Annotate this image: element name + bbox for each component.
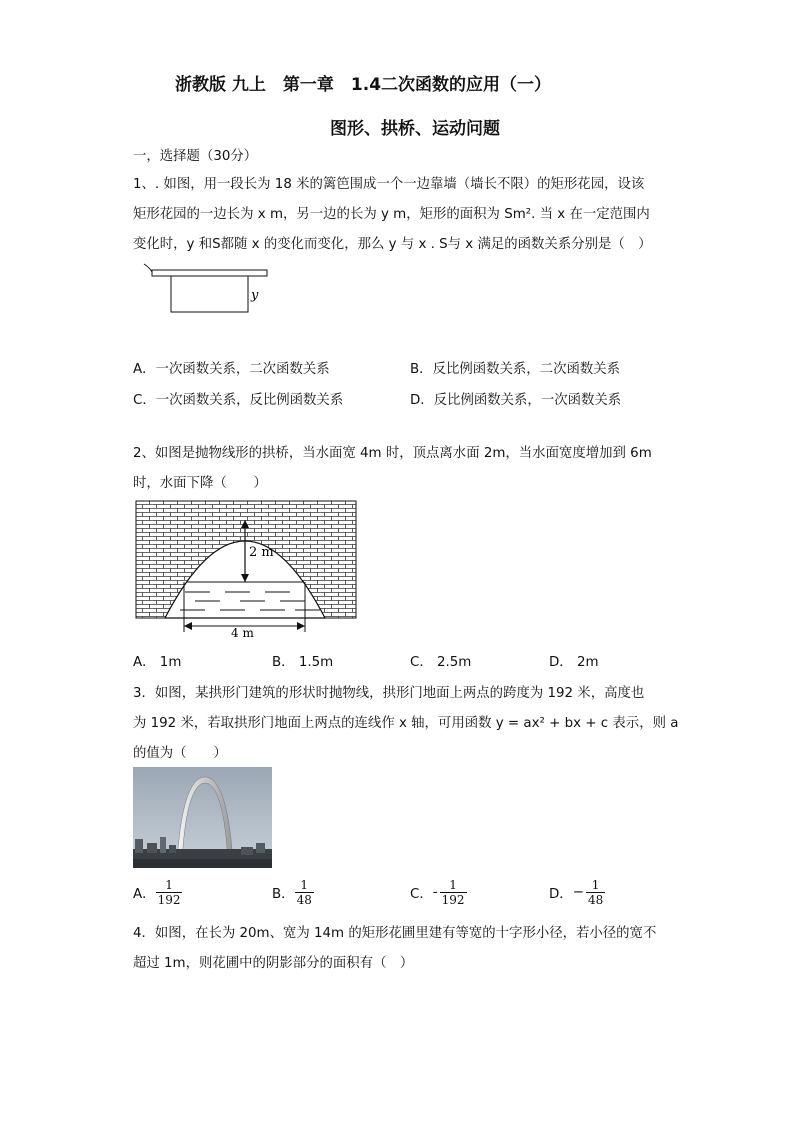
q2-option-d[interactable]: D． 2m (549, 655, 599, 670)
q2-option-a[interactable]: A． 1m (133, 655, 182, 670)
q1-option-c[interactable]: C．一次函数关系，反比例函数关系 (133, 393, 344, 408)
q1-text-line1: 1、. 如图，用一段长为 18 米的篱笆围成一个一边靠墙（墙长不限）的矩形花园，设该 (133, 177, 645, 192)
q4-text-line2: 超过 1m，则花圃中的阴影部分的面积有（ ） (133, 956, 414, 971)
q3-option-a[interactable]: A． $\frac{1}{192}$ (133, 877, 181, 907)
q1-text-line3: 变化时，y 和S都随 x 的变化而变化，那么 y 与 x . S与 x 满足的函数关系分别是（ ） (133, 237, 652, 252)
q1-text-line2: 矩形花园的一边长为 x m，另一边的长为 y m，矩形的面积为 Sm². 当 x 在一定范围内 (133, 207, 650, 222)
section-heading: 一，选择题（30分） (133, 149, 258, 164)
q2-option-b[interactable]: B． 1.5m (272, 655, 334, 670)
q3-text-line1: 3．如图，某拱形门建筑的形状时抛物线，拱形门地面上两点的跨度为 192 米，高度也 (133, 686, 645, 701)
q4-text-line1: 4．如图，在长为 20m、宽为 14m 的矩形花圃里建有等宽的十字形小径，若小径的宽不 (133, 926, 657, 941)
q2-text-line2: 时，水面下降（ ） (133, 476, 267, 491)
figure-y-label: y (251, 288, 259, 303)
q2-option-c[interactable]: C． 2.5m (410, 655, 472, 670)
fraction: $\frac{1}{48}$ (296, 877, 312, 907)
q2-text-line1: 2、如图是抛物线形的拱桥，当水面宽 4m 时，顶点离水面 2m，当水面宽度增加到 6m (133, 446, 652, 461)
garden-rect (171, 276, 248, 312)
fraction: $\frac{1}{192}$ (157, 877, 181, 907)
q3-option-c[interactable]: C． - $\frac{1}{192}$ (410, 877, 465, 907)
q3-text-line3: 的值为（ ） (133, 746, 227, 761)
q3-option-b[interactable]: B． $\frac{1}{48}$ (272, 877, 312, 907)
q2-arch-bridge-figure (135, 500, 359, 638)
page-title: 浙教版 九上 第一章 1.4二次函数的应用（一） (175, 75, 552, 95)
page-subtitle: 图形、拱桥、运动问题 (330, 119, 500, 139)
q1-option-d[interactable]: D．反比例函数关系，一次函数关系 (410, 393, 622, 408)
width-label: 4 m (231, 626, 254, 638)
q1-option-a[interactable]: A．一次函数关系，二次函数关系 (133, 362, 330, 377)
q3-gateway-arch-photo (133, 767, 272, 868)
q3-text-line2: 为 192 米，若取拱形门地面上两点的连线作 x 轴，可用函数 y = ax² + bx + c 表示，则 a (133, 716, 679, 731)
q1-fence-figure (130, 262, 280, 318)
height-label: 2 m (249, 545, 274, 560)
q3-option-d[interactable]: D． − $\frac{1}{48}$ (549, 877, 604, 907)
wall-shape (152, 270, 267, 276)
fraction: $\frac{1}{192}$ (441, 877, 465, 907)
q1-option-b[interactable]: B．反比例函数关系，二次函数关系 (410, 362, 621, 377)
fraction: $\frac{1}{48}$ (587, 877, 604, 907)
